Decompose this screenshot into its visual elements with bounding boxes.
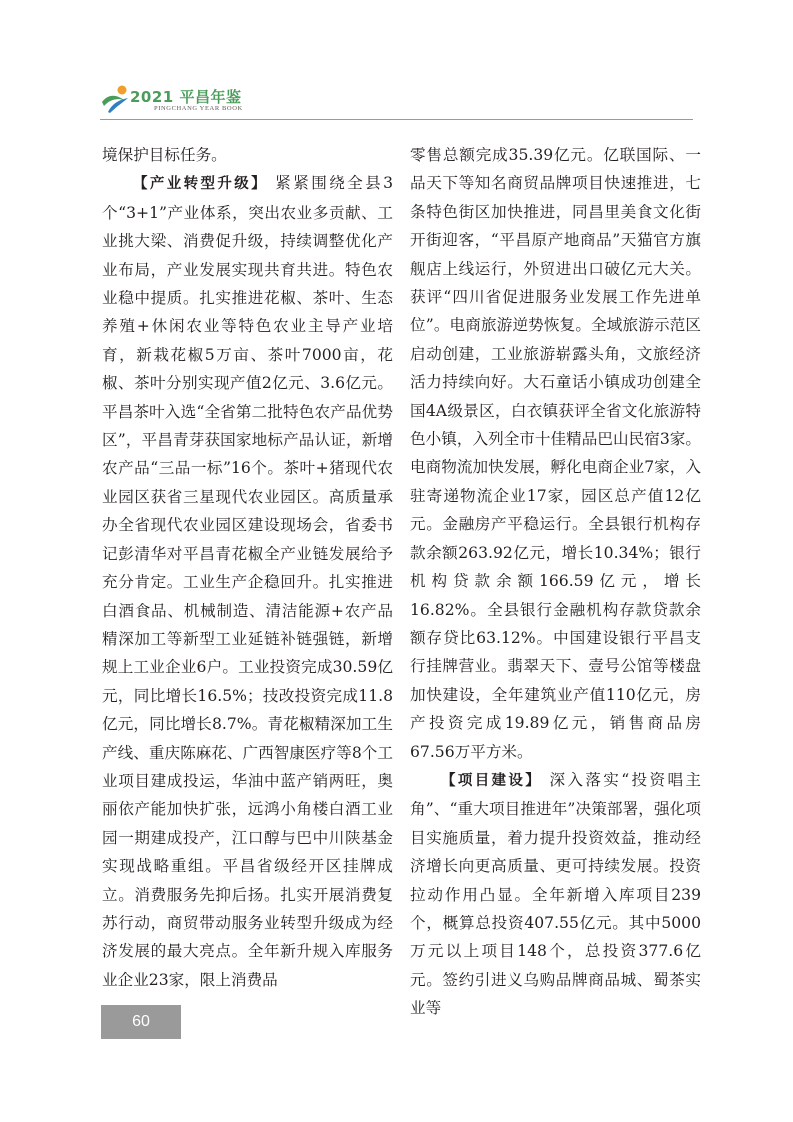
yearbook-title: 2021 平昌年鉴 bbox=[130, 88, 242, 106]
page-number-box bbox=[101, 1005, 181, 1039]
right-text-column bbox=[410, 141, 701, 1023]
left-text-column bbox=[102, 141, 393, 994]
left-paragraph-2-text: 紧紧围绕全县3个“3+1”产业体系，突出农业多贡献、工业挑大梁、消费促升级，持续调整优化产业布局，产业发展实现共育共进。特色农业稳中提质。扎实推进花椒、茶叶、生态养殖+休闲农业等特色农业主导产业培育，新栽花椒5万亩、茶叶7000亩，花椒、茶叶分别实现产值2亿元、3.6亿元。平昌茶叶入选“全省第二批特色农产品优势区”，平昌青芽获国家地标产品认证，新增农产品“三品一标”16个。茶叶+猪现代农业园区获省三星现代农业园区。高质量承办全省现代农业园区建设现场会，省委书记彭清华对平昌青花椒全产业链发展给予充分肯定。工业生产企稳回升。扎实推进白酒食品、机械制造、清洁能源+农产品精深加工等新型工业延链补链强链，新增规上工业企业6户。工业投资完成30.59亿元，同比增长16.5%；技改投资完成11.8亿元，同比增长8.7%。青花椒精深加工生产线、重庆陈麻花、广西智康医疗等8个工业项目建成投运，华油中蓝产销两旺，奥丽依产能加快扩张，远鸿小角楼白酒工业园一期建成投产，江口醇与巴中川陕基金实现战略重组。平昌省级经开区挂牌成立。消费服务先抑后扬。扎实开展消费复苏行动，商贸带动服务业转型升级成为经济发展的最大亮点。全年新升规入库服务业企业23家，限上消费品 bbox=[102, 174, 393, 989]
section-tag-projects: 【项目建设】 bbox=[441, 772, 543, 789]
left-paragraph-2 bbox=[102, 169, 393, 994]
page-number: 60 bbox=[132, 1013, 150, 1030]
yearbook-logo-icon bbox=[100, 84, 132, 114]
yearbook-subtitle: PINGCHANG YEAR BOOK bbox=[154, 105, 243, 112]
left-paragraph-1: 境保护目标任务。 bbox=[102, 146, 227, 164]
page-header bbox=[100, 78, 700, 122]
right-paragraph-2-text: 深入落实“投资唱主角”、“重大项目推进年”决策部署，强化项目实施质量，着力提升投资效益，推动经济增长向更高质量、更可持续发展。投资拉动作用凸显。全年新增入库项目239个，概算总投资407.55亿元。其中5000万元以上项目148个，总投资377.6亿元。签约引进义乌购品牌商品城、蜀茶实业等 bbox=[410, 770, 701, 1018]
header-divider bbox=[100, 119, 693, 120]
section-tag-industry: 【产业转型升级】 bbox=[133, 176, 268, 193]
right-paragraph-2 bbox=[410, 766, 701, 1023]
right-paragraph-1: 零售总额完成35.39亿元。亿联国际、一品天下等知名商贸品牌项目快速推进，七条特色街区加快推进，同昌里美食文化街开街迎客，“平昌原产地商品”天猫官方旗舰店上线运行，外贸进出口破亿元大关。获评“四川省促进服务业发展工作先进单位”。电商旅游逆势恢复。全域旅游示范区启动创建，工业旅游崭露头角，文旅经济活力持续向好。大石童话小镇成功创建全国4A级景区，白衣镇获评全省文化旅游特色小镇，入列全市十佳精品巴山民宿3家。电商物流加快发展，孵化电商企业7家，入驻寄递物流企业17家，园区总产值12亿元。金融房产平稳运行。全县银行机构存款余额263.92亿元，增长10.34%；银行机构贷款余额166.59亿元，增长16.82%。全县银行金融机构存款贷款余额存贷比63.12%。中国建设银行平昌支行挂牌营业。翡翠天下、壹号公馆等楼盘加快建设，全年建筑业产值110亿元，房产投资完成19.89亿元，销售商品房67.56万平方米。 bbox=[410, 146, 701, 761]
